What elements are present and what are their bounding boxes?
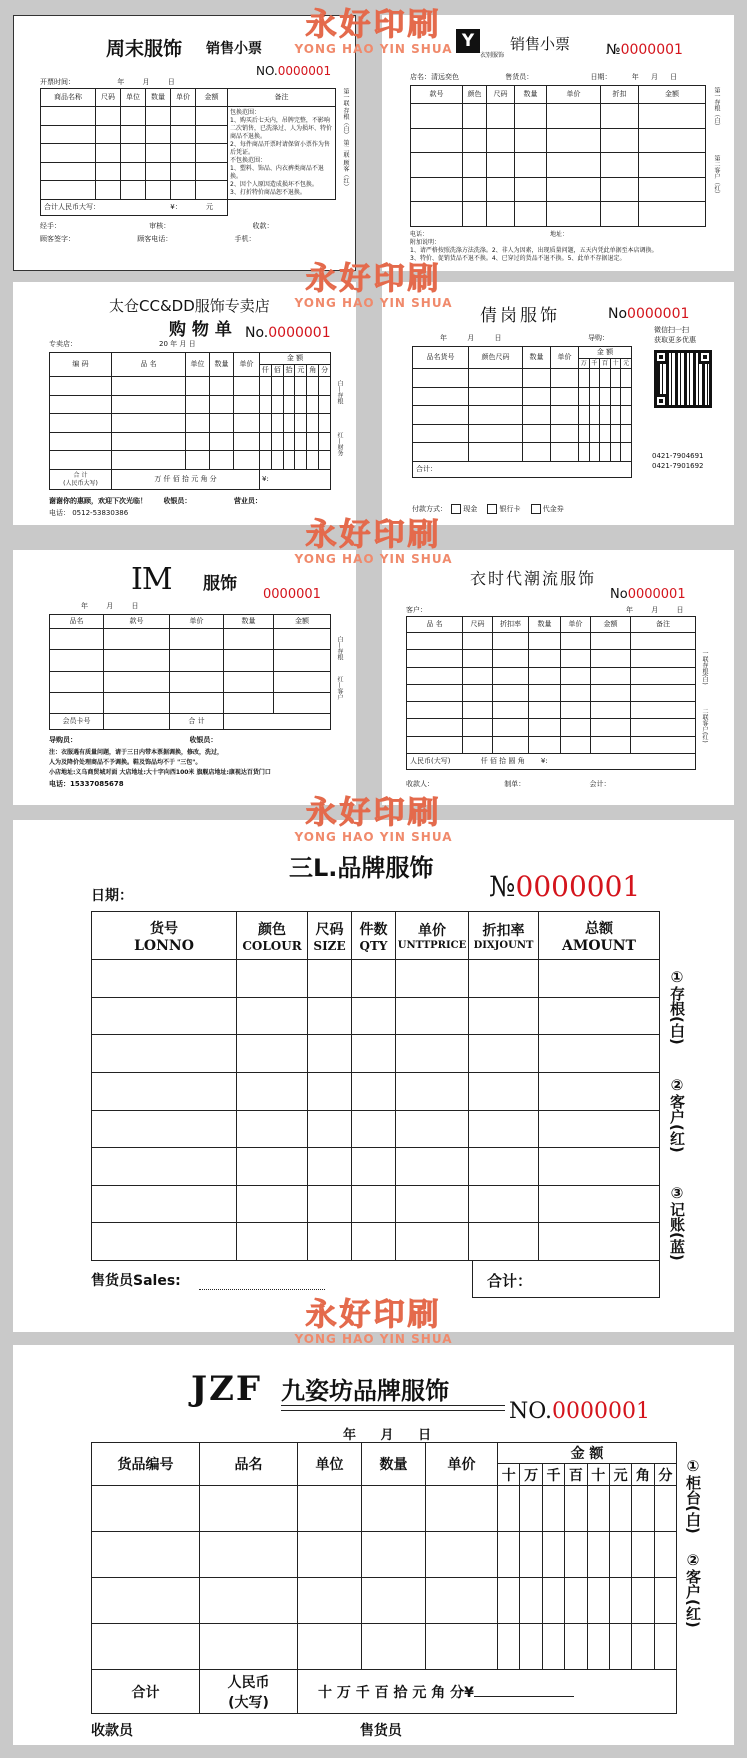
- header-cn: 折扣率: [482, 923, 525, 939]
- col-header-discount: [469, 912, 539, 960]
- payee-label: 收款人：: [406, 780, 434, 788]
- col-header: 金 额: [498, 1443, 677, 1464]
- amount-unit: 元: [621, 359, 632, 369]
- copy-legend-2: 第二客户（红）: [713, 155, 720, 197]
- date-row: [440, 334, 501, 343]
- date-line: 20 年 月 日: [159, 340, 196, 348]
- store-row: [410, 73, 677, 82]
- mobile-label: 手机：: [234, 235, 256, 243]
- col-header: 数量: [362, 1443, 426, 1486]
- voucher-checkbox[interactable]: [531, 504, 541, 514]
- yen-label: ¥:: [540, 757, 548, 765]
- copy-legend-1: ①柜台(白): [684, 1457, 702, 1534]
- col-header: 数量: [515, 86, 547, 104]
- watermark-en: YONG HAO YIN SHUA: [294, 552, 453, 566]
- im-logo: IM: [131, 562, 172, 597]
- big-units: 十 万 千 百 拾 元 角 分¥: [318, 1684, 474, 1701]
- seller-line: [199, 1289, 325, 1290]
- no-value: 0000001: [627, 587, 686, 602]
- col-header: 商品名称: [41, 89, 96, 107]
- member-label: 会员卡号: [50, 714, 104, 730]
- col-header: 尺码: [96, 89, 121, 107]
- watermark-en: YONG HAO YIN SHUA: [294, 830, 453, 844]
- clerk-label: 售货员：: [505, 73, 534, 81]
- cash-label: 现金: [463, 505, 478, 513]
- amount-unit: 分: [319, 365, 331, 377]
- col-header: 金额: [196, 89, 228, 107]
- header-en: UNTTPRICE: [397, 940, 467, 951]
- amount-unit: 角: [307, 365, 319, 377]
- amount-unit: 仟: [260, 365, 272, 377]
- thanks-row: [49, 497, 262, 506]
- copy-legend-2: ②客户(红): [684, 1551, 702, 1628]
- header-en: QTY: [359, 938, 388, 953]
- receive-label: 收款：: [252, 222, 274, 230]
- col-header: 尺码: [463, 617, 493, 633]
- notes-cell: [228, 107, 336, 200]
- date-day: 日: [676, 606, 684, 614]
- rmb-sub: (大写): [228, 1694, 269, 1711]
- header-cn: 货号: [150, 920, 178, 937]
- amount-unit: 万: [579, 359, 590, 369]
- col-header: 金额: [639, 86, 706, 104]
- customer-sign-label: 顾客签字：: [40, 235, 75, 243]
- items-table: [410, 85, 706, 227]
- receipt-jzf: [13, 1345, 734, 1745]
- notes-title: 附加说明：: [410, 239, 441, 246]
- amount-unit: 分: [654, 1464, 676, 1486]
- no-prefix: №: [489, 870, 516, 903]
- brand-logo-text: 衣别服饰: [480, 52, 505, 59]
- receipt-im: [13, 550, 356, 805]
- date-day: 日: [418, 1428, 432, 1443]
- col-header-lonno: [92, 912, 237, 960]
- date-month: 月: [106, 602, 114, 610]
- note-line: 注：衣服遇有质量问题，请于三日内带本票据调换，修改，洗过，: [49, 749, 224, 756]
- payment-row: [412, 504, 564, 514]
- col-header: 编 码: [50, 353, 112, 377]
- col-header: 数量: [523, 347, 551, 369]
- header-cn: 尺码: [315, 921, 344, 938]
- brand-title: 三L.品牌服饰: [289, 854, 434, 882]
- note-line: 人为及降价处理商品不予调换。鞋及饰品均不于 "三包"。: [49, 759, 202, 766]
- col-header: 单位: [298, 1443, 362, 1486]
- no-value: 0000001: [552, 1399, 650, 1424]
- phone-text: 电话：15337085678: [49, 780, 124, 788]
- total-label: 合计: [92, 1670, 200, 1714]
- receipt-taicang: [13, 282, 356, 525]
- amount-unit: 角: [632, 1464, 654, 1486]
- copy-legend-1: 白—存根: [336, 380, 343, 404]
- qr-finder: [654, 394, 668, 408]
- watermark-en: YONG HAO YIN SHUA: [294, 42, 453, 56]
- store-label: 专卖店：: [49, 340, 77, 348]
- col-header: 单价: [547, 86, 601, 104]
- rmb-row: [407, 754, 696, 770]
- phone-1: 0421-7904691: [652, 452, 704, 460]
- watermark-en: YONG HAO YIN SHUA: [294, 296, 453, 310]
- amount-unit: 十: [610, 359, 621, 369]
- pay-label: 付款方式：: [412, 505, 447, 513]
- copy-legend-2: 红—客户: [336, 676, 343, 700]
- col-header: 品名: [50, 615, 104, 629]
- col-header: 数量: [224, 615, 274, 629]
- form-title: 购 物 单: [169, 320, 232, 340]
- customer-phone-label: 顾客电话：: [137, 235, 173, 243]
- shop-name: 太仓CC&DD服饰专卖店: [109, 297, 270, 315]
- serial-number: [608, 306, 689, 322]
- no-value: 0000001: [620, 42, 683, 58]
- serial-number: 0000001: [263, 587, 321, 602]
- note-line: 3、特价、促销货品不退不换。4、已穿过的货品不退不换。5、此单不存据退定。: [410, 255, 626, 262]
- brand-text: 服饰: [203, 574, 237, 594]
- no-value: 0000001: [277, 64, 332, 78]
- card-checkbox[interactable]: [487, 504, 497, 514]
- col-header: 单位: [121, 89, 146, 107]
- col-header: 单价: [234, 353, 260, 377]
- no-prefix: No.: [245, 325, 269, 341]
- voucher-label: 代金券: [542, 505, 564, 513]
- footer-row-2: [40, 235, 255, 244]
- col-header: 品名货号: [413, 347, 469, 369]
- serial-number: [245, 325, 331, 341]
- no-value: 0000001: [268, 325, 331, 341]
- copy-legend-1: 第一存根（白）: [713, 87, 720, 129]
- watermark-cn: 永好印刷: [305, 517, 442, 553]
- no-prefix: NO.: [509, 1399, 552, 1424]
- big-units-cell: [298, 1670, 677, 1714]
- note-line: 1、塑料、饰品、内衣裤类商品不退换。: [230, 165, 324, 180]
- receipt-yibie: [382, 15, 734, 271]
- date-year: 年: [631, 73, 639, 81]
- date-month: 月: [380, 1428, 394, 1443]
- note-line: 包换范围：: [230, 109, 261, 116]
- watermark-cn: 永好印刷: [305, 261, 442, 297]
- date-month: 月: [142, 78, 150, 86]
- col-header: 款号: [411, 86, 463, 104]
- no-value: 0000001: [627, 306, 690, 322]
- seller-label: 售货员Sales:: [91, 1273, 181, 1289]
- yen-label: ¥：: [170, 203, 182, 211]
- date-month: 月: [467, 334, 475, 342]
- header-cn: 单价: [418, 923, 446, 939]
- amount-unit: 拾: [283, 365, 295, 377]
- no-value: 0000001: [515, 870, 641, 903]
- guide-label: 导购员：: [49, 736, 77, 744]
- store-label: 店名：清远奕色: [410, 73, 459, 81]
- address-line: 小店地址:义乌商贸城对面 大店地址:大十字向西100米 旗舰店地址:康视达百货门口: [49, 769, 271, 776]
- amount-unit: 百: [565, 1464, 587, 1486]
- contact-row: [410, 231, 568, 239]
- cashier-label: 收银员：: [189, 736, 218, 744]
- serial-number: [509, 1399, 650, 1424]
- col-header: 单价: [170, 615, 224, 629]
- note-line: 2、每件商品开票时请保留小票作为售后凭证。: [230, 141, 330, 156]
- handler-label: 经手：: [40, 222, 61, 230]
- copy-legend-2: 二联客户(红): [701, 708, 708, 743]
- col-header-amount: [539, 912, 660, 960]
- col-header: 单价: [551, 347, 579, 369]
- date-year: 年: [117, 78, 125, 86]
- seller-label: 营业员：: [233, 497, 262, 505]
- date-label: 日期：: [590, 73, 612, 81]
- maker-label: 制单：: [504, 780, 526, 788]
- total-label: 合计：: [413, 462, 632, 478]
- receipt-weekend: [13, 15, 356, 271]
- cashier-label: 收银员：: [163, 497, 192, 505]
- col-header: 单价: [171, 89, 196, 107]
- ticket-title: 销售小票: [510, 35, 571, 53]
- col-header: 单位: [186, 353, 210, 377]
- title-underline: [281, 1405, 505, 1411]
- amount-unit: 十: [498, 1464, 520, 1486]
- note-line: 1、请严格按照洗涤方法洗涤。2、非人为因素，出现质量问题，五天内凭此单据至本店调换。: [410, 247, 658, 254]
- brand-title: 衣时代潮流服饰: [470, 569, 597, 588]
- col-header: 备注: [631, 617, 696, 633]
- total-label: 合 计: [170, 714, 224, 730]
- total-cell: [50, 470, 112, 490]
- date-month: 月: [651, 606, 659, 614]
- items-table: [91, 911, 660, 1261]
- qr-finder: [654, 350, 668, 364]
- header-en: COLOUR: [242, 938, 302, 953]
- phone-2: 0421-7901692: [652, 462, 704, 470]
- no-prefix: №: [606, 42, 621, 58]
- date-day: 日: [167, 78, 175, 86]
- col-header: 货品编号: [92, 1443, 200, 1486]
- col-header: 数量: [210, 353, 234, 377]
- col-header: 颜色尺码: [469, 347, 523, 369]
- amount-unit: 千: [542, 1464, 564, 1486]
- date-day: 日: [670, 73, 678, 81]
- total-units: 万 仟 佰 拾 元 角 分: [112, 470, 260, 490]
- total-label: 合计：: [487, 1272, 533, 1290]
- footer-row: [406, 780, 610, 789]
- amount-unit: 千: [589, 359, 600, 369]
- date-year: 年: [343, 1428, 357, 1443]
- date-year: 年: [626, 606, 633, 614]
- address-label: 地址：: [549, 231, 568, 238]
- amount-line: [474, 1696, 574, 1697]
- accountant-label: 会计：: [589, 780, 611, 788]
- col-header: 单价: [561, 617, 591, 633]
- brand-title: 九姿坊品牌服饰: [281, 1377, 449, 1405]
- col-header: 金额: [274, 615, 331, 629]
- brand-title: 倩岗服饰: [480, 306, 560, 326]
- staff-row: [49, 736, 217, 745]
- col-header: 金额: [591, 617, 631, 633]
- thanks-text: 谢谢你的惠顾，欢迎下次光临！: [49, 497, 147, 505]
- items-table: [49, 614, 331, 730]
- col-header-size: [308, 912, 352, 960]
- date-month: 月: [650, 73, 658, 81]
- header-en: SIZE: [313, 938, 346, 953]
- header-en: DIXJOUNT: [473, 940, 534, 951]
- col-header: 数量: [146, 89, 171, 107]
- col-header-qty: [352, 912, 396, 960]
- col-header-colour: [237, 912, 308, 960]
- qr-code-icon: [654, 350, 712, 408]
- header-en: AMOUNT: [562, 937, 636, 954]
- total-label: 合计人民币大写：: [44, 203, 100, 211]
- cashier-label: 收款员: [91, 1723, 133, 1739]
- watermark-cn: 永好印刷: [305, 1297, 442, 1333]
- guide-label: 导购：: [588, 334, 609, 342]
- note-line: 不包换范围：: [230, 157, 267, 164]
- rmb-label: 人民币: [227, 1674, 270, 1691]
- header-en: LONNO: [134, 937, 194, 954]
- no-prefix: No: [610, 587, 628, 602]
- serial-number: [489, 870, 640, 903]
- items-table: [40, 88, 336, 216]
- customer-label: 客户：: [406, 606, 427, 614]
- date-label: 开票时间：: [40, 78, 75, 86]
- qr-caption-2: 获取更多优惠: [654, 336, 696, 344]
- subtitle: 销售小票: [206, 41, 262, 57]
- col-header: 品 名: [407, 617, 463, 633]
- items-table: [406, 616, 696, 770]
- phone-label: 电话：: [410, 231, 429, 238]
- amount-unit: 元: [295, 365, 307, 377]
- date-day: 日: [494, 334, 502, 342]
- note-line: 1、购买后七天内，吊牌完整，不影响二次销售，已洗涤过、人为损坏、特价商品不退换。: [230, 117, 333, 140]
- serial-number: [606, 42, 683, 58]
- date-label: 日期：: [91, 888, 133, 904]
- cash-checkbox[interactable]: [451, 504, 461, 514]
- total-row: [41, 200, 228, 216]
- receipt-yishidai: [382, 550, 734, 805]
- col-header: 金 额: [579, 347, 632, 359]
- note-line: 2、因个人原因造成损坏不包换。: [230, 181, 318, 188]
- amount-unit: 百: [600, 359, 611, 369]
- jzf-logo: JZF: [191, 1369, 263, 1409]
- col-header: 品 名: [112, 353, 186, 377]
- col-header-price: [396, 912, 469, 960]
- col-header: 备注: [228, 89, 336, 107]
- items-table: [49, 352, 331, 490]
- seller-label: 售货员: [359, 1723, 402, 1739]
- watermark-en: YONG HAO YIN SHUA: [294, 1332, 453, 1346]
- col-header: 款号: [104, 615, 170, 629]
- copy-legend-1: ①存根(白): [668, 968, 686, 1045]
- audit-label: 审核：: [149, 222, 171, 230]
- items-table: [412, 346, 632, 478]
- items-table: [91, 1442, 677, 1714]
- date-row: [81, 602, 138, 611]
- qr-finder: [698, 350, 712, 364]
- no-prefix: NO.: [256, 64, 278, 78]
- copy-legend: 第一联 存根（白） 第二联 顾客（红）: [342, 88, 349, 190]
- watermark-cn: 永好印刷: [305, 7, 442, 43]
- total-label: 合 计: [73, 471, 88, 479]
- date-row: [40, 78, 175, 87]
- header-cn: 总额: [585, 920, 613, 937]
- receipt-sanl: [13, 820, 734, 1332]
- amount-unit: 十: [587, 1464, 609, 1486]
- yuan-label: 元: [205, 203, 213, 211]
- brand-logo: Y: [456, 29, 480, 53]
- col-header: 数量: [529, 617, 561, 633]
- col-header: 尺码: [487, 86, 515, 104]
- serial-number: [610, 587, 686, 602]
- col-header: 折扣: [601, 86, 639, 104]
- no-prefix: No: [608, 306, 628, 322]
- footer-row-1: [40, 222, 273, 231]
- col-header: 颜色: [463, 86, 487, 104]
- amount-unit: 佰: [271, 365, 283, 377]
- brand-title: 周末服饰: [106, 38, 183, 60]
- copy-legend-1: 一联存根(白): [701, 650, 708, 685]
- header-cn: 颜色: [258, 921, 286, 938]
- date-year: 年: [440, 334, 447, 342]
- rmb-units: 仟 佰 拾 圆 角: [480, 757, 525, 765]
- col-header: 折扣率: [493, 617, 529, 633]
- copy-legend-2: 红—财务: [336, 432, 343, 456]
- amount-unit: 万: [520, 1464, 542, 1486]
- copy-legend-3: ③记账(蓝): [668, 1184, 686, 1261]
- header-cn: 件数: [359, 921, 388, 938]
- yen-label: ¥:: [260, 470, 331, 490]
- date-year: 年: [81, 602, 88, 610]
- watermark-cn: 永好印刷: [305, 795, 442, 831]
- col-header: 单价: [426, 1443, 498, 1486]
- receipt-qiangang: [382, 282, 734, 525]
- rmb-label: 人民币(大写): [410, 757, 451, 765]
- card-label: 银行卡: [499, 505, 521, 513]
- note-line: 3、打折特价商品恕不退换。: [230, 189, 306, 196]
- date-day: 日: [131, 602, 139, 610]
- footer-row: [91, 1720, 402, 1740]
- date-row: [343, 1424, 431, 1443]
- col-header: 金 额: [260, 353, 331, 365]
- phone-text: 电话： 0512-53830386: [49, 509, 129, 517]
- date-row: [626, 606, 683, 615]
- qr-caption-1: 微信扫一扫: [654, 326, 689, 334]
- copy-legend-1: 白—存根: [336, 636, 343, 660]
- rmb-cell: [200, 1670, 298, 1714]
- amount-unit: 元: [609, 1464, 631, 1486]
- total-sub: (人民币大写): [63, 479, 98, 487]
- col-header: 品名: [200, 1443, 298, 1486]
- copy-legend-2: ②客户(红): [668, 1076, 686, 1153]
- serial-number: [256, 64, 331, 78]
